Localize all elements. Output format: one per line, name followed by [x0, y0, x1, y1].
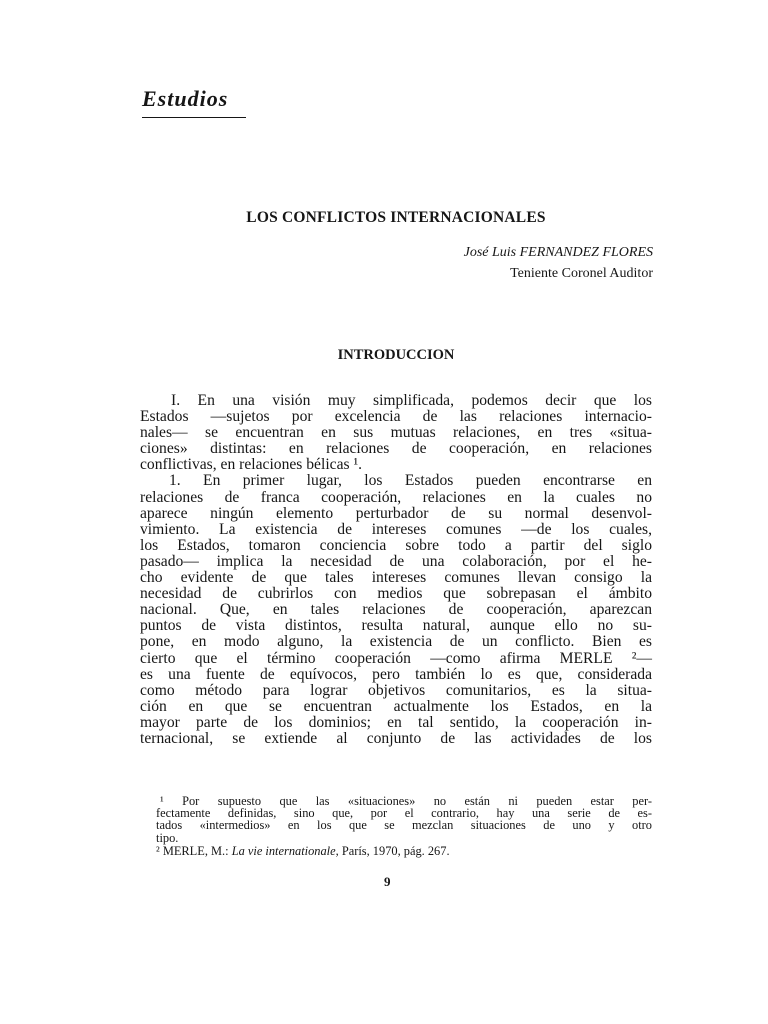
article-title: LOS CONFLICTOS INTERNACIONALES	[246, 209, 546, 226]
footnote-citation	[156, 845, 652, 857]
body-line: Estados —sujetos por excelencia de las relaciones internacio-	[140, 408, 652, 426]
body-text	[140, 393, 652, 747]
body-line: nacional. Que, en tales relaciones de cooperación, aparezcan	[140, 601, 652, 619]
body-line: 1. En primer lugar, los Estados pueden encontrarse en	[169, 472, 652, 490]
body-line: pasado— implica la necesidad de una colaboración, por el he-	[140, 552, 652, 570]
footnote-marker: ²	[156, 843, 160, 858]
citation-details: París, 1970, pág. 267.	[341, 843, 450, 858]
footnote-line: fectamente definidas, sino que, por el contrario, hay una serie de es-	[156, 806, 652, 821]
footnote-line: tipo.	[156, 830, 179, 845]
section-title-underline	[142, 117, 246, 118]
body-line: nales— se encuentran en sus mutuas relaciones, en tres «situa-	[140, 424, 652, 442]
body-line: ciones» distintas: en relaciones de cooperación, en relaciones	[140, 440, 652, 458]
citation-author: MERLE, M.:	[162, 843, 229, 858]
body-line: como método para lograr objetivos comunitarios, es la situa-	[140, 681, 652, 699]
body-line: es una fuente de equívocos, pero también lo es que, considerada	[140, 665, 652, 683]
body-line: cho evidente de que tales intereses comunes llevan consigo la	[140, 569, 652, 587]
body-line: conflictivas, en relaciones bélicas ¹.	[140, 456, 363, 474]
body-line: relaciones de franca cooperación, relaciones en la cuales no	[140, 488, 652, 506]
footnotes	[156, 795, 652, 857]
body-line: puntos de vista distintos, resulta natural, aunque ello no su-	[140, 617, 652, 635]
section-heading: INTRODUCCION	[337, 347, 455, 363]
body-line: ción en que se encuentran actualmente los Estados, en la	[140, 697, 652, 715]
footnote-line: ¹ Por supuesto que las «situaciones» no están ni pueden estar per-	[160, 794, 652, 808]
body-line: mayor parte de los dominios; en tal sentido, la cooperación in-	[140, 713, 652, 731]
body-line: necesidad de cubrirlos con medios que sobrepasan el ámbito	[140, 585, 652, 603]
author-rank: Teniente Coronel Auditor	[510, 266, 653, 281]
footnote-line: tados «intermedios» en los que se mezclan situaciones de uno y otro	[156, 818, 652, 833]
body-line: los Estados, tomaron conciencia sobre todo a partir del siglo	[140, 536, 652, 554]
page-number: 9	[384, 874, 391, 889]
body-line: I. En una visión muy simplificada, podemos decir que los	[171, 392, 652, 409]
body-line: cierto que el término cooperación —como afirma MERLE ²—	[140, 649, 652, 667]
citation-work-title: La vie internationale,	[231, 843, 339, 858]
body-line: pone, en modo alguno, la existencia de un conflicto. Bien es	[140, 633, 652, 651]
body-line: ternacional, se extiende al conjunto de las actividades de los	[140, 729, 652, 747]
body-line: aparece ningún elemento perturbador de su normal desenvol-	[140, 504, 652, 522]
body-line: vimiento. La existencia de intereses comunes —de los cuales,	[140, 520, 652, 538]
author-name: José Luis FERNANDEZ FLORES	[463, 245, 653, 260]
section-title: Estudios	[142, 86, 229, 111]
